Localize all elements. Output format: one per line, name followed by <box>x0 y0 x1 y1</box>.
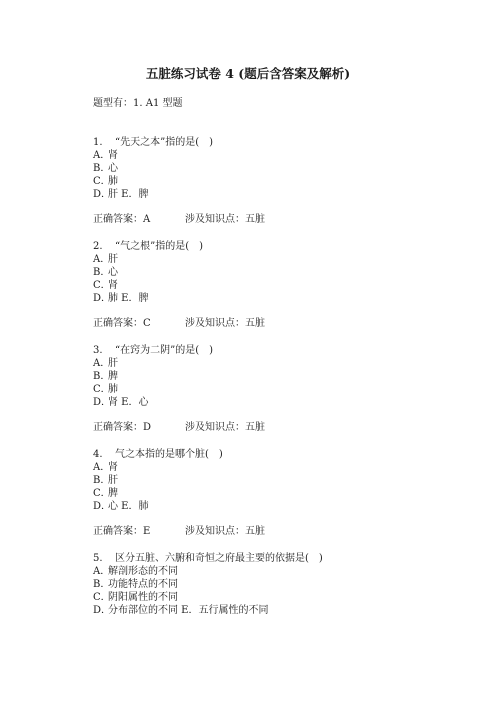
option-b: B．肝 <box>93 475 118 486</box>
correct-answer: 正确答案：A <box>93 214 151 225</box>
knowledge-point: 涉及知识点：五脏 <box>185 422 265 433</box>
option-d-e: D．分布部位的不同 E．五行属性的不同 <box>93 605 269 616</box>
option-a: A．肝 <box>93 254 118 265</box>
option-b: B．脾 <box>93 371 118 382</box>
option-c: C．肺 <box>93 176 118 187</box>
question-text: “气之根”指的是( ) <box>115 241 204 252</box>
question-4 <box>93 448 473 538</box>
option-a: A．肾 <box>93 150 118 161</box>
option-b: B．功能特点的不同 <box>93 579 178 590</box>
question-text: 气之本指的是哪个脏( ) <box>115 449 223 460</box>
question-stem <box>93 344 473 357</box>
question-type-line: 题型有：1. A1 型题 <box>93 98 183 109</box>
answer-line <box>93 317 473 330</box>
question-text: 区分五脏、六腑和奇恒之府最主要的依据是( ) <box>115 553 323 564</box>
question-text: “先天之本”指的是( ) <box>115 137 214 148</box>
correct-answer: 正确答案：C <box>93 318 151 329</box>
knowledge-point: 涉及知识点：五脏 <box>185 214 265 225</box>
question-number: 5. <box>93 553 103 564</box>
question-number: 1. <box>93 137 103 148</box>
question-stem <box>93 448 473 461</box>
option-c: C．脾 <box>93 488 118 499</box>
option-a: A．肝 <box>93 358 118 369</box>
option-d-e: D．肝 E．脾 <box>93 189 149 200</box>
answer-line <box>93 525 473 538</box>
option-c: C．肺 <box>93 384 118 395</box>
correct-answer: 正确答案：D <box>93 422 152 433</box>
knowledge-point: 涉及知识点：五脏 <box>185 318 265 329</box>
option-d-e: D．肺 E．脾 <box>93 293 149 304</box>
question-5 <box>93 552 473 617</box>
option-a: A．解剖形态的不同 <box>93 566 178 577</box>
option-d-e: D．心 E．肺 <box>93 501 149 512</box>
knowledge-point: 涉及知识点：五脏 <box>185 526 265 537</box>
option-d-e: D．肾 E．心 <box>93 397 149 408</box>
question-number: 3. <box>93 345 103 356</box>
question-2 <box>93 240 473 330</box>
option-c: C．肾 <box>93 280 118 291</box>
document-title: 五脏练习试卷 4 (题后含答案及解析) <box>145 66 351 81</box>
question-3 <box>93 344 473 434</box>
answer-line <box>93 213 473 226</box>
question-stem <box>93 240 473 253</box>
correct-answer: 正确答案：E <box>93 526 151 537</box>
option-b: B．心 <box>93 163 118 174</box>
question-number: 2. <box>93 241 103 252</box>
question-stem <box>93 136 473 149</box>
question-stem <box>93 552 473 565</box>
question-1 <box>93 136 473 226</box>
answer-line <box>93 421 473 434</box>
option-b: B．心 <box>93 267 118 278</box>
option-c: C．阴阳属性的不同 <box>93 592 178 603</box>
question-number: 4. <box>93 449 103 460</box>
option-a: A．肾 <box>93 462 118 473</box>
question-text: “在窍为二阴”的是( ) <box>115 345 214 356</box>
